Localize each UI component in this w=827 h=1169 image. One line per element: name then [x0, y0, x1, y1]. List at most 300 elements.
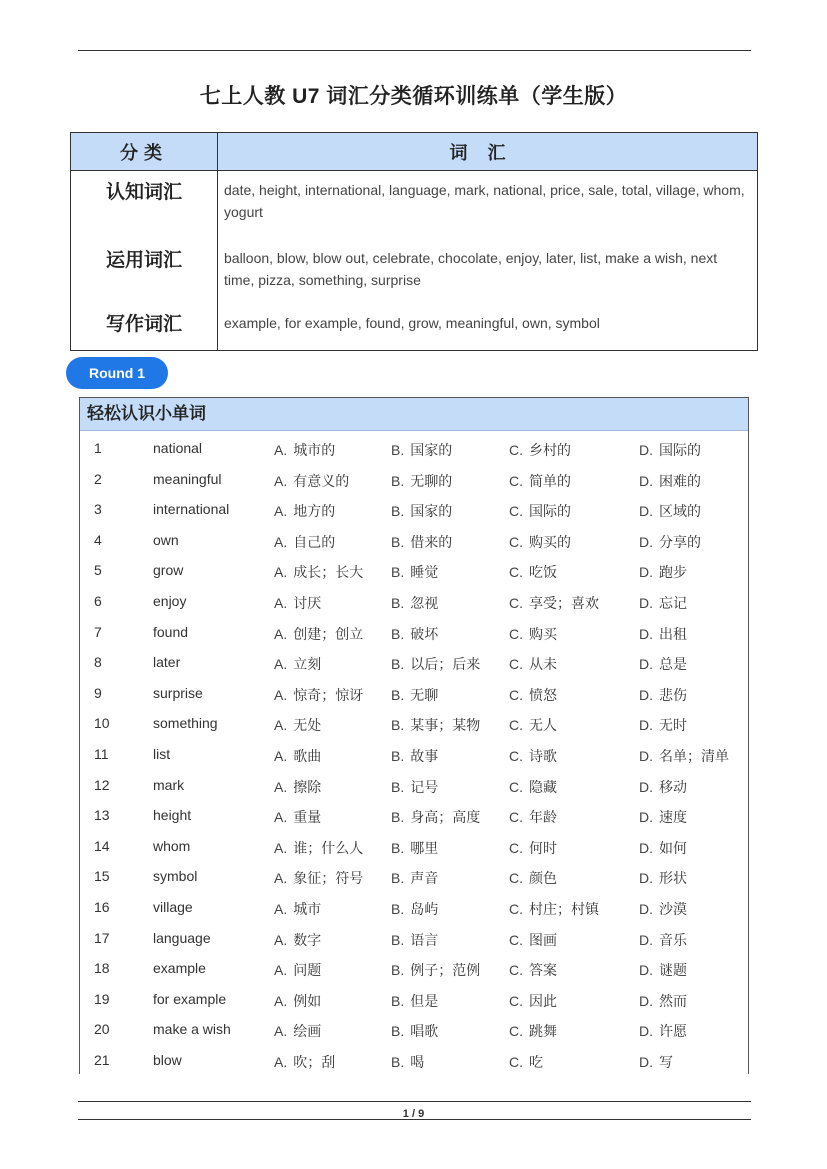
option-c[interactable]: [509, 991, 557, 1011]
option-c[interactable]: [509, 838, 557, 858]
option-text: 诗歌: [529, 747, 557, 764]
question-row: [80, 523, 748, 554]
option-letter: B.: [391, 503, 405, 520]
question-number: 10: [94, 715, 110, 732]
option-text: 无聊的: [410, 472, 453, 489]
option-b[interactable]: [391, 1021, 438, 1041]
question-number: 15: [94, 868, 110, 885]
option-text: 然而: [659, 992, 687, 1009]
option-letter: C.: [509, 1053, 523, 1070]
option-c[interactable]: [509, 807, 557, 827]
option-letter: C.: [509, 1023, 523, 1040]
option-text: 国家的: [410, 503, 453, 520]
option-text: 例子；范例: [410, 962, 481, 979]
option-letter: B.: [391, 594, 405, 611]
option-letter: D.: [639, 962, 653, 979]
option-text: 语言: [410, 931, 439, 948]
option-a[interactable]: [274, 440, 335, 460]
question-number: 11: [94, 745, 109, 762]
option-d[interactable]: [639, 960, 687, 980]
option-c[interactable]: [509, 899, 599, 919]
option-letter: D.: [639, 1023, 653, 1040]
option-letter: A.: [274, 962, 288, 979]
option-text: 故事: [410, 747, 439, 764]
question-number: 17: [94, 929, 110, 946]
option-b[interactable]: [391, 440, 452, 460]
option-letter: B.: [391, 625, 405, 642]
option-text: 城市的: [293, 442, 336, 458]
option-letter: C.: [509, 900, 523, 917]
option-d[interactable]: [639, 440, 701, 460]
option-c[interactable]: [509, 501, 571, 521]
option-text: 出租: [659, 625, 687, 642]
option-letter: D.: [639, 992, 653, 1009]
option-letter: D.: [639, 1053, 653, 1070]
question-row: [80, 492, 748, 523]
option-letter: B.: [391, 992, 405, 1009]
option-text: 因此: [529, 992, 557, 1009]
option-text: 村庄；村镇: [529, 900, 599, 917]
option-d[interactable]: [639, 501, 701, 521]
option-text: 购买: [529, 625, 557, 642]
option-b[interactable]: [391, 562, 438, 582]
question-word: meaningful: [153, 470, 222, 487]
option-d[interactable]: [639, 838, 687, 858]
question-row: [80, 462, 748, 493]
option-letter: A.: [274, 992, 288, 1009]
option-b[interactable]: [391, 960, 480, 980]
question-number: 18: [94, 960, 110, 977]
option-letter: A.: [274, 931, 288, 948]
question-number: 4: [94, 531, 102, 548]
option-text: 区域的: [659, 503, 701, 520]
option-text: 谜题: [659, 962, 687, 979]
option-text: 国家的: [410, 442, 453, 458]
option-letter: D.: [639, 656, 653, 673]
option-letter: A.: [274, 1053, 288, 1070]
option-a[interactable]: [274, 1052, 335, 1072]
option-c[interactable]: [509, 532, 571, 552]
question-number: 9: [94, 684, 102, 701]
option-text: 愤怒: [529, 686, 557, 703]
option-letter: B.: [391, 809, 405, 826]
section-title: 轻松认识小单词: [80, 398, 748, 431]
option-d[interactable]: [639, 715, 687, 735]
option-letter: A.: [274, 564, 288, 581]
option-text: 从未: [529, 656, 557, 673]
option-text: 移动: [659, 778, 687, 795]
question-word: something: [153, 715, 218, 732]
page-number: 1 / 9: [402, 1108, 425, 1120]
option-b[interactable]: [391, 777, 438, 797]
option-text: 速度: [659, 809, 687, 826]
option-text: 重量: [293, 809, 322, 826]
question-word: found: [153, 623, 189, 640]
option-text: 借来的: [410, 533, 453, 550]
option-b[interactable]: [391, 501, 452, 521]
option-letter: B.: [391, 870, 405, 887]
question-number: 3: [94, 501, 102, 518]
option-c[interactable]: [509, 654, 557, 674]
question-word: height: [153, 807, 192, 824]
option-text: 跳舞: [529, 1023, 557, 1040]
question-row: [80, 798, 748, 829]
option-b[interactable]: [391, 991, 438, 1011]
option-a[interactable]: [274, 899, 321, 919]
option-letter: D.: [639, 564, 653, 581]
question-number: 7: [94, 623, 102, 640]
option-text: 无处: [293, 717, 322, 734]
question-number: 8: [94, 654, 102, 671]
round-badge: Round 1: [66, 357, 168, 389]
option-c[interactable]: [509, 440, 571, 460]
question-number: 6: [94, 592, 102, 609]
option-letter: A.: [274, 625, 288, 642]
question-row: [80, 676, 748, 707]
option-text: 成长；长大: [293, 564, 364, 581]
quiz-section: [79, 397, 749, 1074]
option-text: 破坏: [410, 625, 439, 642]
question-row: [80, 921, 748, 952]
vocabulary-row: [71, 239, 758, 305]
top-rule: [78, 50, 751, 51]
option-text: 以后；后来: [410, 656, 481, 673]
option-a[interactable]: [274, 838, 363, 858]
option-text: 哪里: [410, 839, 439, 856]
option-letter: B.: [391, 900, 405, 917]
option-d[interactable]: [639, 868, 687, 888]
option-d[interactable]: [639, 899, 687, 919]
option-letter: B.: [391, 1053, 405, 1070]
option-text: 无时: [659, 717, 687, 734]
option-text: 立刻: [293, 656, 322, 673]
option-c[interactable]: [509, 1052, 543, 1072]
option-letter: C.: [509, 870, 523, 887]
question-row: [80, 584, 748, 615]
option-text: 身高；高度: [410, 809, 481, 826]
option-text: 数字: [293, 931, 322, 948]
question-word: enjoy: [153, 592, 187, 609]
option-letter: D.: [639, 717, 653, 734]
option-text: 自己的: [293, 533, 336, 550]
option-a[interactable]: [274, 868, 363, 888]
vocabulary-words: date, height, international, language, mark, national, price, sale, total, village, whom, yogurt: [218, 171, 758, 240]
option-c[interactable]: [509, 960, 557, 980]
question-word: symbol: [153, 868, 198, 885]
option-text: 图画: [529, 931, 557, 948]
question-row: [80, 431, 748, 462]
option-letter: A.: [274, 442, 288, 458]
option-letter: B.: [391, 778, 405, 795]
option-letter: C.: [509, 625, 523, 642]
option-b[interactable]: [391, 532, 452, 552]
question-row: [80, 1012, 748, 1043]
option-text: 颜色: [529, 870, 557, 887]
question-word: later: [153, 654, 181, 671]
option-letter: D.: [639, 442, 653, 458]
option-letter: D.: [639, 839, 653, 856]
option-a[interactable]: [274, 746, 321, 766]
vocabulary-table: [70, 132, 758, 351]
option-c[interactable]: [509, 746, 557, 766]
option-a[interactable]: [274, 960, 321, 980]
option-text: 绘画: [293, 1023, 322, 1040]
question-word: make a wish: [153, 1021, 231, 1038]
option-letter: D.: [639, 778, 653, 795]
vocabulary-category: 写作词汇: [105, 314, 182, 335]
question-number: 12: [94, 776, 110, 793]
option-b[interactable]: [391, 868, 438, 888]
option-a[interactable]: [274, 991, 321, 1011]
option-a[interactable]: [274, 532, 335, 552]
option-text: 吃饭: [529, 564, 557, 581]
option-letter: A.: [274, 717, 288, 734]
option-text: 许愿: [659, 1023, 687, 1040]
option-b[interactable]: [391, 838, 438, 858]
question-number: 19: [94, 990, 110, 1007]
option-text: 问题: [293, 962, 322, 979]
option-b[interactable]: [391, 930, 438, 950]
option-letter: A.: [274, 900, 288, 917]
option-c[interactable]: [509, 624, 557, 644]
option-text: 享受；喜欢: [529, 594, 599, 611]
option-a[interactable]: [274, 624, 363, 644]
option-letter: C.: [509, 778, 523, 795]
option-letter: D.: [639, 594, 653, 611]
option-c[interactable]: [509, 593, 599, 613]
option-c[interactable]: [509, 777, 557, 797]
option-d[interactable]: [639, 930, 687, 950]
vocabulary-category: 认知词汇: [105, 182, 182, 203]
option-letter: A.: [274, 594, 288, 611]
option-text: 睡觉: [410, 564, 439, 581]
option-letter: C.: [509, 686, 523, 703]
option-letter: C.: [509, 442, 523, 458]
question-row: [80, 890, 748, 921]
option-text: 何时: [529, 839, 557, 856]
option-letter: A.: [274, 839, 288, 856]
option-b[interactable]: [391, 715, 480, 735]
option-letter: A.: [274, 656, 288, 673]
option-c[interactable]: [509, 1021, 557, 1041]
footer-rule-bottom: [78, 1119, 751, 1120]
option-letter: A.: [274, 1023, 288, 1040]
question-row: [80, 706, 748, 737]
question-row: [80, 951, 748, 982]
option-d[interactable]: [639, 1021, 687, 1041]
option-letter: C.: [509, 839, 523, 856]
option-letter: A.: [274, 686, 288, 703]
option-b[interactable]: [391, 624, 438, 644]
question-row: [80, 829, 748, 860]
option-text: 分享的: [659, 533, 701, 550]
option-d[interactable]: [639, 746, 729, 766]
option-b[interactable]: [391, 471, 452, 491]
question-word: example: [153, 960, 206, 977]
option-d[interactable]: [639, 532, 701, 552]
question-word: village: [153, 898, 193, 915]
option-letter: A.: [274, 472, 288, 489]
option-letter: A.: [274, 870, 288, 887]
option-c[interactable]: [509, 562, 557, 582]
option-letter: C.: [509, 564, 523, 581]
vocabulary-words: balloon, blow, blow out, celebrate, chocolate, enjoy, later, list, make a wish, next time, pizza, something, surprise: [218, 239, 758, 305]
option-letter: B.: [391, 533, 405, 550]
option-letter: B.: [391, 839, 405, 856]
option-text: 记号: [410, 778, 439, 795]
option-d[interactable]: [639, 471, 701, 491]
option-b[interactable]: [391, 746, 438, 766]
option-letter: C.: [509, 656, 523, 673]
option-b[interactable]: [391, 899, 438, 919]
question-row: [80, 553, 748, 584]
option-letter: D.: [639, 747, 653, 764]
option-text: 困难的: [659, 472, 701, 489]
option-letter: B.: [391, 717, 405, 734]
question-word: grow: [153, 562, 184, 579]
option-text: 象征；符号: [293, 870, 364, 887]
question-number: 5: [94, 562, 102, 579]
question-row: [80, 768, 748, 799]
option-letter: D.: [639, 900, 653, 917]
option-d[interactable]: [639, 562, 687, 582]
words-header: 词汇: [218, 133, 758, 171]
option-text: 音乐: [659, 931, 687, 948]
question-number: 14: [94, 837, 110, 854]
option-a[interactable]: [274, 930, 321, 950]
option-text: 歌曲: [293, 747, 322, 764]
option-letter: B.: [391, 472, 405, 489]
option-a[interactable]: [274, 593, 321, 613]
option-text: 唱歌: [410, 1023, 439, 1040]
question-row: [80, 615, 748, 646]
option-a[interactable]: [274, 654, 321, 674]
footer-rule-top: [78, 1101, 751, 1102]
option-d[interactable]: [639, 685, 687, 705]
question-row: [80, 982, 748, 1013]
option-letter: A.: [274, 809, 288, 826]
option-text: 擦除: [293, 778, 322, 795]
option-a[interactable]: [274, 715, 321, 735]
option-letter: D.: [639, 931, 653, 948]
option-b[interactable]: [391, 1052, 424, 1072]
option-text: 跑步: [659, 564, 687, 581]
option-text: 城市: [293, 900, 322, 917]
option-text: 隐藏: [529, 778, 557, 795]
vocabulary-row: [71, 171, 758, 240]
question-word: list: [153, 745, 171, 762]
question-list: [80, 431, 748, 1073]
option-a[interactable]: [274, 807, 321, 827]
option-letter: A.: [274, 747, 288, 764]
vocabulary-table-header: [71, 133, 758, 171]
question-number: 21: [94, 1051, 110, 1068]
question-word: for example: [153, 990, 227, 1007]
option-c[interactable]: [509, 930, 557, 950]
option-text: 喝: [410, 1053, 425, 1070]
option-letter: D.: [639, 533, 653, 550]
option-text: 吃: [529, 1053, 543, 1070]
option-c[interactable]: [509, 715, 557, 735]
option-d[interactable]: [639, 777, 687, 797]
option-d[interactable]: [639, 1052, 673, 1072]
option-d[interactable]: [639, 654, 687, 674]
option-b[interactable]: [391, 593, 438, 613]
question-number: 13: [94, 807, 110, 824]
question-row: [80, 737, 748, 768]
option-letter: A.: [274, 778, 288, 795]
option-letter: D.: [639, 472, 653, 489]
option-text: 乡村的: [529, 442, 571, 458]
option-text: 沙漠: [659, 900, 687, 917]
option-d[interactable]: [639, 991, 687, 1011]
option-letter: C.: [509, 717, 523, 734]
option-c[interactable]: [509, 685, 557, 705]
question-word: surprise: [153, 684, 203, 701]
option-text: 年龄: [529, 809, 557, 826]
option-text: 国际的: [529, 503, 571, 520]
option-letter: C.: [509, 809, 523, 826]
page-title: 七上人教 U7 词汇分类循环训练单（学生版）: [199, 85, 628, 108]
option-text: 声音: [410, 870, 439, 887]
option-letter: C.: [509, 503, 523, 520]
question-number: 1: [94, 440, 102, 456]
option-letter: C.: [509, 747, 523, 764]
question-number: 2: [94, 470, 102, 487]
option-letter: C.: [509, 594, 523, 611]
vocabulary-category: 运用词汇: [105, 250, 182, 271]
option-b[interactable]: [391, 807, 480, 827]
option-letter: C.: [509, 992, 523, 1009]
option-text: 地方的: [293, 503, 336, 520]
option-a[interactable]: [274, 777, 321, 797]
option-text: 有意义的: [293, 472, 350, 489]
option-text: 但是: [410, 992, 439, 1009]
vocabulary-row: [71, 305, 758, 351]
question-word: blow: [153, 1051, 182, 1068]
option-text: 简单的: [529, 472, 571, 489]
option-d[interactable]: [639, 593, 687, 613]
option-a[interactable]: [274, 501, 335, 521]
question-row: [80, 1043, 748, 1074]
option-d[interactable]: [639, 624, 687, 644]
option-a[interactable]: [274, 562, 363, 582]
option-text: 形状: [659, 870, 687, 887]
option-a[interactable]: [274, 471, 349, 491]
category-header: 分类: [71, 133, 218, 171]
option-text: 无人: [529, 717, 557, 734]
option-letter: D.: [639, 870, 653, 887]
option-b[interactable]: [391, 654, 480, 674]
question-word: mark: [153, 776, 185, 793]
option-letter: D.: [639, 503, 653, 520]
option-a[interactable]: [274, 685, 363, 705]
option-letter: B.: [391, 962, 405, 979]
option-b[interactable]: [391, 685, 438, 705]
option-c[interactable]: [509, 471, 571, 491]
option-c[interactable]: [509, 868, 557, 888]
option-a[interactable]: [274, 1021, 321, 1041]
option-text: 惊奇；惊讶: [293, 686, 364, 703]
question-word: whom: [153, 837, 191, 854]
option-text: 吹；刮: [293, 1053, 336, 1070]
option-text: 无聊: [410, 686, 439, 703]
option-letter: B.: [391, 564, 405, 581]
option-d[interactable]: [639, 807, 687, 827]
question-row: [80, 645, 748, 676]
question-word: language: [153, 929, 211, 946]
question-word: national: [153, 440, 203, 456]
